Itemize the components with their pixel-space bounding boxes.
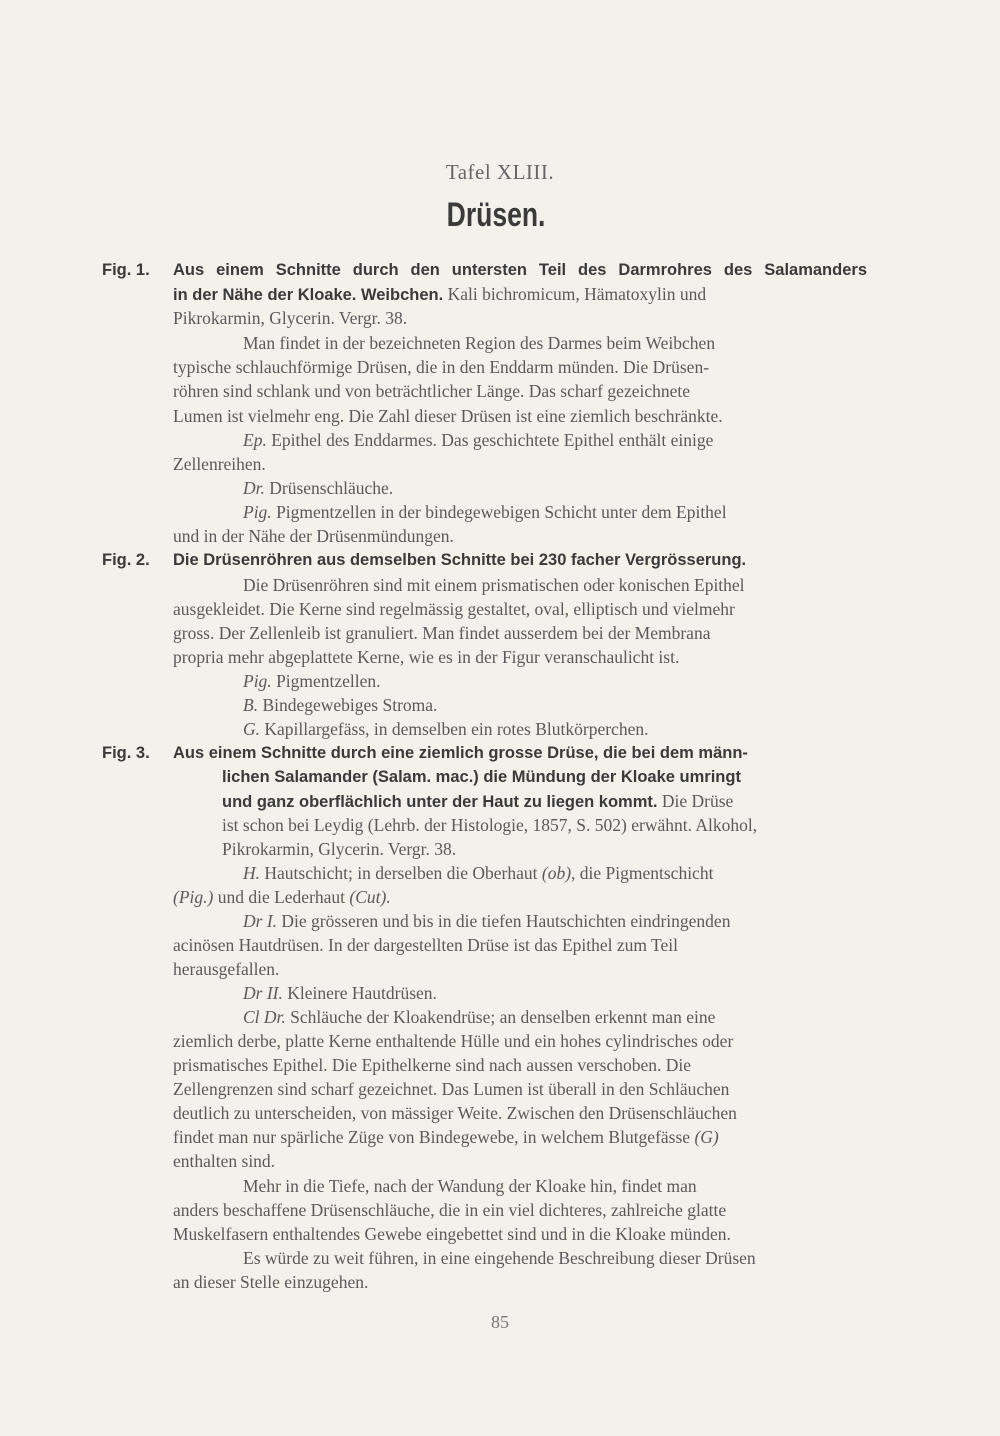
fig-3-heading-line-2: lichen Salamander (Salam. mac.) die Mündung der Kloake umringt: [222, 768, 741, 786]
abbr-pig: (Pig.): [173, 887, 214, 907]
fig-3-text: und die Lederhaut: [217, 887, 346, 907]
abbr-g: G.: [243, 719, 261, 739]
fig-2-heading: Die Drüsenröhren aus demselben Schnitte bei 230 facher Vergrösserung.: [173, 551, 747, 569]
abbr-pig: Pig.: [243, 671, 272, 691]
fig-3-label: Fig. 3.: [102, 744, 150, 762]
fig-3-line-12: [243, 1005, 715, 1029]
fig-1-label: Fig. 1.: [102, 261, 150, 279]
fig-1-line-3: Pikrokarmin, Glycerin. Vergr. 38.: [173, 308, 408, 328]
fig-3-line-17: [173, 1125, 719, 1149]
page-number: 85: [491, 1312, 509, 1332]
abbr-ob: (ob),: [541, 863, 576, 883]
abbr-b: B.: [243, 695, 259, 715]
fig-2-line-7: [243, 693, 437, 717]
fig-3-line-10: herausgefallen.: [173, 959, 280, 979]
fig-3-line-3: [222, 789, 733, 814]
fig-2-text: Pigmentzellen.: [276, 671, 381, 691]
fig-2-text: Bindegewebiges Stroma.: [262, 695, 438, 715]
fig-3-text: Hautschicht; in derselben die Oberhaut: [264, 863, 538, 883]
fig-3-heading-line-3: und ganz oberflächlich unter der Haut zu liegen kommt.: [222, 793, 658, 811]
fig-1-line-9: Zellenreihen.: [173, 454, 266, 474]
fig-2-line-2: Die Drüsenröhren sind mit einem prismatischen oder konischen Epithel: [243, 575, 745, 595]
fig-3-line-13: ziemlich derbe, platte Kerne enthaltende Hülle und ein hohes cylindrisches oder: [173, 1031, 734, 1051]
fig-3-line-7: [173, 885, 391, 909]
abbr-cut: (Cut).: [349, 887, 391, 907]
fig-3-text: Die grösseren und bis in die tiefen Hautschichten eindringenden: [281, 911, 731, 931]
fig-1-heading-line-1: Aus einem Schnitte durch den untersten Teil des Darmrohres des Salamanders: [173, 261, 867, 279]
fig-3-line-22: Es würde zu weit führen, in eine eingehende Beschreibung dieser Drüsen: [243, 1248, 756, 1268]
abbr-pig: Pig.: [243, 502, 272, 522]
fig-1-line-11: [243, 500, 727, 524]
page-title: Drüsen.: [446, 196, 546, 234]
plate-number: Tafel XLIII.: [445, 160, 555, 184]
fig-1-text: Kali bichromicum, Hämatoxylin und: [447, 284, 707, 304]
abbr-cl-dr: Cl Dr.: [243, 1007, 286, 1027]
abbr-dr-2: Dr II.: [243, 983, 283, 1003]
fig-3-line-20: anders beschaffene Drüsenschläuche, die in ein viel dichteres, zahlreiche glatte: [173, 1200, 727, 1220]
fig-3-line-11: [243, 981, 437, 1005]
fig-3-line-5: Pikrokarmin, Glycerin. Vergr. 38.: [222, 839, 457, 859]
fig-2-line-8: [243, 717, 648, 741]
fig-2-line-6: [243, 669, 381, 693]
fig-1-line-7: Lumen ist vielmehr eng. Die Zahl dieser Drüsen ist eine ziemlich beschränkte.: [173, 406, 723, 426]
fig-1-text: Epithel des Enddarmes. Das geschichtete Epithel enthält einige: [271, 430, 714, 450]
fig-1-line-8: [243, 428, 713, 452]
fig-3-line-4: ist schon bei Leydig (Lehrb. der Histologie, 1857, S. 502) erwähnt. Alkohol,: [222, 815, 758, 835]
fig-3-text: Schläuche der Kloakendrüse; an denselben erkennt man eine: [290, 1007, 716, 1027]
fig-2-label: Fig. 2.: [102, 551, 150, 569]
abbr-dr-1: Dr I.: [243, 911, 278, 931]
fig-2-line-3: ausgekleidet. Die Kerne sind regelmässig gestaltet, oval, elliptisch und vielmehr: [173, 599, 735, 619]
fig-3-line-23: an dieser Stelle einzugehen.: [173, 1272, 369, 1292]
fig-1-text: Drüsenschläuche.: [269, 478, 394, 498]
fig-1-line-6: röhren sind schlank und von beträchtlicher Länge. Das scharf gezeichnete: [173, 381, 691, 401]
fig-3-text: Die Drüse: [661, 791, 734, 811]
fig-2-line-4: gross. Der Zellenleib ist granuliert. Man findet ausserdem bei der Membrana: [173, 623, 711, 643]
abbr-ep: Ep.: [243, 430, 267, 450]
fig-2-line-5: propria mehr abgeplattete Kerne, wie es in der Figur veranschaulicht ist.: [173, 647, 680, 667]
abbr-h: H.: [243, 863, 261, 883]
fig-1-line-10: [243, 476, 393, 500]
fig-3-line-8: [243, 909, 730, 933]
fig-3-text: Kleinere Hautdrüsen.: [287, 983, 437, 1003]
fig-3-line-15: Zellengrenzen sind scharf gezeichnet. Das Lumen ist überall in den Schläuchen: [173, 1079, 730, 1099]
fig-1-line-4: Man findet in der bezeichneten Region des Darmes beim Weibchen: [243, 333, 716, 353]
fig-3-line-14: prismatisches Epithel. Die Epithelkerne sind nach aussen verschoben. Die: [173, 1055, 692, 1075]
fig-1-text: Pigmentzellen in der bindegewebigen Schicht unter dem Epithel: [276, 502, 727, 522]
fig-3-heading-line-1: Aus einem Schnitte durch eine ziemlich grosse Drüse, die bei dem männ-: [173, 744, 748, 762]
fig-3-line-19: Mehr in die Tiefe, nach der Wandung der Kloake hin, findet man: [243, 1176, 697, 1196]
fig-3-line-6: [243, 861, 713, 885]
fig-3-line-18: enthalten sind.: [173, 1151, 276, 1171]
fig-3-line-9: acinösen Hautdrüsen. In der dargestellten Drüse ist das Epithel zum Teil: [173, 935, 679, 955]
fig-3-text: die Pigmentschicht: [579, 863, 714, 883]
fig-1-line-12: und in der Nähe der Drüsenmündungen.: [173, 526, 454, 546]
abbr-dr: Dr.: [243, 478, 265, 498]
fig-3-text: findet man nur spärliche Züge von Bindegewebe, in welchem Blutgefässe: [173, 1127, 691, 1147]
fig-1-line-2: [173, 282, 706, 307]
fig-3-line-21: Muskelfasern enthaltendes Gewebe eingebettet sind und in die Kloake münden.: [173, 1224, 731, 1244]
fig-2-text: Kapillargefäss, in demselben ein rotes Blutkörperchen.: [264, 719, 649, 739]
abbr-g: (G): [694, 1127, 719, 1147]
fig-3-line-16: deutlich zu unterscheiden, von mässiger Weite. Zwischen den Drüsenschläuchen: [173, 1103, 737, 1123]
fig-1-line-5: typische schlauchförmige Drüsen, die in den Enddarm münden. Die Drüsen-: [173, 357, 710, 377]
fig-1-heading-line-2: in der Nähe der Kloake. Weibchen.: [173, 286, 444, 304]
